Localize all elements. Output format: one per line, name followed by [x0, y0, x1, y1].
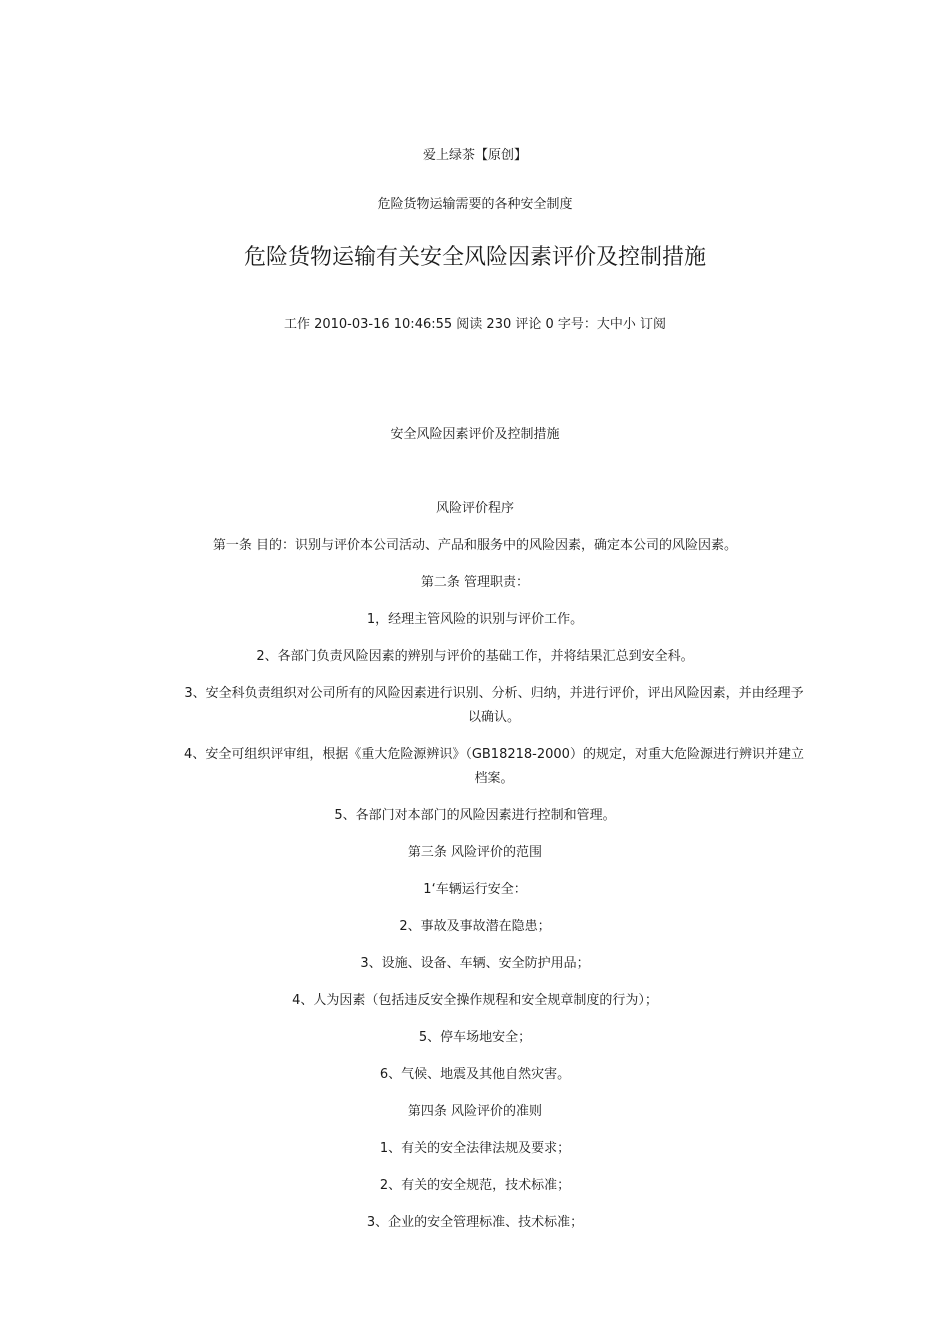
- article-4-heading: 第四条 风险评价的准则: [407, 1104, 543, 1119]
- section-title: 安全风险因素评价及控制措施: [390, 427, 560, 442]
- article-1: 第一条 目的：识别与评价本公司活动、产品和服务中的风险因素，确定本公司的风险因素。: [212, 538, 738, 553]
- author-line: 爱上绿茶【原创】: [422, 148, 527, 163]
- list-item: 4、安全可组织评审组，根据《重大危险源辨识》（GB18218-2000）的规定，对重大危险源进行辨识并建立档案。: [184, 747, 804, 786]
- list-item: 3、安全科负责组织对公司所有的风险因素进行识别、分析、归纳，并进行评价，评出风险因素，并由经理予以确认。: [184, 686, 804, 725]
- category-line: 危险货物运输需要的各种安全制度: [377, 197, 573, 212]
- post-meta: 工作 2010-03-16 10:46:55 阅读 230 评论 0 字号：大中小 订阅: [283, 317, 667, 332]
- list-item: 3、设施、设备、车辆、安全防护用品；: [360, 956, 590, 971]
- list-item: 5、各部门对本部门的风险因素进行控制和管理。: [334, 808, 616, 823]
- list-item: 5、停车场地安全；: [418, 1030, 532, 1045]
- list-item: 1，经理主管风险的识别与评价工作。: [366, 612, 584, 627]
- list-item: 2、事故及事故潜在隐患；: [399, 919, 551, 934]
- list-item: 1、有关的安全法律法规及要求；: [379, 1141, 571, 1156]
- list-item: 4、人为因素（包括违反安全操作规程和安全规章制度的行为）；: [292, 993, 658, 1008]
- page-title: 危险货物运输有关安全风险因素评价及控制措施: [243, 245, 706, 270]
- list-item: 6、气候、地震及其他自然灾害。: [379, 1067, 571, 1082]
- subsection-title: 风险评价程序: [435, 501, 514, 516]
- list-item: 3、企业的安全管理标准、技术标准；: [366, 1215, 584, 1230]
- article-3-heading: 第三条 风险评价的范围: [407, 845, 543, 860]
- article-2-heading: 第二条 管理职责：: [420, 575, 530, 590]
- list-item: 1‘车辆运行安全：: [423, 882, 527, 897]
- list-item: 2、有关的安全规范，技术标准；: [379, 1178, 571, 1193]
- list-item: 2、各部门负责风险因素的辨别与评价的基础工作，并将结果汇总到安全科。: [256, 649, 694, 664]
